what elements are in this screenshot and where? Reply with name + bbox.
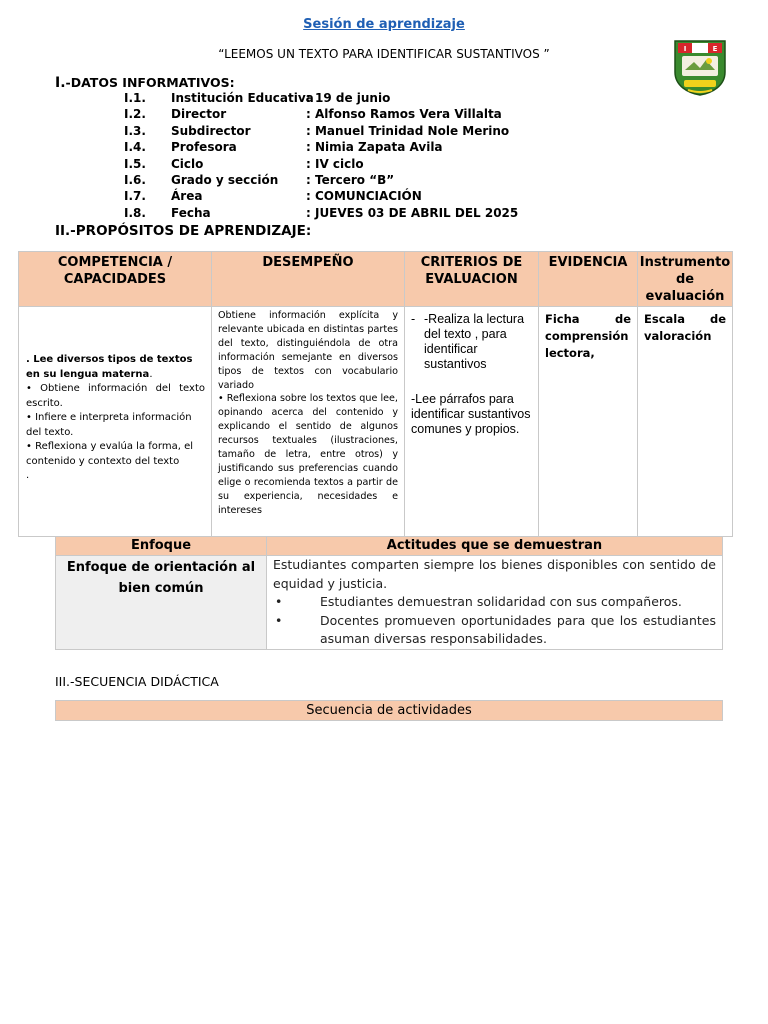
svg-text:I: I	[683, 45, 687, 53]
desempeno-cell	[212, 307, 405, 537]
purposes-body-row	[19, 307, 733, 537]
instrumento-cell	[638, 307, 733, 537]
info-value: : IV ciclo	[306, 156, 364, 171]
info-value: : Alfonso Ramos Vera Villalta	[306, 107, 502, 122]
competencia-title-end: .	[149, 368, 153, 380]
document-title[interactable]: Sesión de aprendizaje	[303, 17, 465, 32]
actitud-text: Estudiantes demuestran solidaridad con sus compañeros.	[320, 594, 682, 609]
info-label: Subdirector	[171, 123, 251, 138]
info-value: : JUEVES 03 DE ABRIL DEL 2025	[306, 205, 519, 220]
info-label: Institución Educativa	[171, 91, 314, 105]
bullet-mark: •	[275, 594, 283, 609]
section-propositos-heading: II.-PROPÓSITOS DE APRENDIZAJE:	[55, 223, 312, 239]
competencia-trailing: .	[26, 470, 30, 481]
section-secuencia-heading: III.-SECUENCIA DIDÁCTICA	[55, 674, 219, 689]
school-crest-logo	[672, 38, 728, 96]
actitudes-cell	[267, 556, 723, 650]
secuencia-actividades-bar: Secuencia de actividades	[55, 700, 723, 721]
competencia-title: . Lee diversos tipos de textos en su lengua materna	[26, 354, 193, 380]
header-evidencia: EVIDENCIA	[539, 252, 638, 307]
info-number: I.2.	[124, 107, 146, 122]
header-competencia: COMPETENCIA / CAPACIDADES	[19, 252, 212, 307]
svg-text:E: E	[712, 45, 718, 53]
capacidad-item: • Reflexiona y evalúa la forma, el contenido y contexto del texto	[26, 441, 193, 467]
enfoque-name: Enfoque de orientación al bien común	[56, 556, 267, 650]
instrumento-text: Escala de valoración	[644, 312, 726, 343]
header-enfoque: Enfoque	[56, 537, 267, 556]
info-number: I.6.	[124, 172, 146, 187]
info-number: I.8.	[124, 205, 146, 220]
section-label: -DATOS INFORMATIVOS:	[65, 75, 235, 90]
info-value: : COMUNCIACIÓN	[306, 189, 422, 204]
criterios-cell	[405, 307, 539, 537]
info-number: I.4.	[124, 140, 146, 155]
info-number: I.5.	[124, 156, 146, 171]
capacidad-item: • Obtiene información del texto escrito.	[26, 383, 205, 409]
header-instrumento: Instrumento de evaluación	[638, 252, 733, 307]
info-label: Área	[171, 189, 203, 204]
desempeno-paragraph: • Reflexiona sobre los textos que lee, opinando acerca del contenido y explicando el sentido de algunos recursos textuales (ilustraciones, tamaño de letra, entre otros) y justificando sus preferencias cuando elige o recomienda textos a partir de su experiencia, necesidades e intereses	[218, 393, 398, 516]
competencia-cell	[19, 307, 212, 537]
info-number: I.1.	[124, 91, 146, 105]
criterio-item: -Lee párrafos para identificar sustantivos comunes y propios.	[411, 392, 531, 436]
info-label: Director	[171, 107, 227, 122]
actitud-item	[273, 593, 716, 612]
capacidad-item: • Infiere e interpreta información del texto.	[26, 412, 192, 438]
criterio-item	[411, 312, 532, 372]
info-value: : Nimia Zapata Avila	[306, 140, 443, 155]
info-label: Profesora	[171, 140, 237, 155]
purposes-table	[18, 251, 733, 537]
header-actitudes: Actitudes que se demuestran	[267, 537, 723, 556]
enfoque-table	[55, 536, 723, 650]
info-number: I.3.	[124, 123, 146, 138]
evidencia-text: Ficha de comprensión lectora,	[545, 312, 631, 360]
section-datos-informativos-heading	[55, 75, 235, 91]
info-label: Ciclo	[171, 156, 204, 171]
info-label: Fecha	[171, 205, 211, 220]
enfoque-header-row	[56, 537, 723, 556]
info-value: : 19 de junio	[306, 91, 391, 105]
actitud-item	[273, 612, 716, 649]
info-number: I.7.	[124, 189, 146, 204]
actitud-text: Docentes promueven oportunidades para que los estudiantes asuman diversas responsabilidades.	[320, 612, 716, 646]
desempeno-paragraph: Obtiene información explícita y relevante ubicada en distintas partes del texto, distinguiéndola de otra información semejante en diversos tipos de textos con vocabulario variado	[218, 310, 398, 391]
bullet-mark: •	[275, 612, 283, 628]
document-subtitle: “LEEMOS UN TEXTO PARA IDENTIFICAR SUSTANTIVOS ”	[218, 47, 550, 61]
info-value: : Manuel Trinidad Nole Merino	[306, 123, 510, 138]
enfoque-body-row	[56, 556, 723, 650]
info-value: : Tercero “B”	[306, 172, 395, 187]
info-label: Grado y sección	[171, 172, 279, 187]
actitud-intro: Estudiantes comparten siempre los bienes disponibles con sentido de equidad y justicia.	[273, 557, 716, 591]
header-desempeno: DESEMPEÑO	[212, 252, 405, 307]
purposes-header-row	[19, 252, 733, 307]
criterio-text: -Realiza la lectura del texto , para identificar sustantivos	[424, 312, 525, 371]
criterio-dash: -	[411, 312, 416, 326]
section-roman: I.	[55, 75, 66, 91]
header-criterios: CRITERIOS DE EVALUACION	[405, 252, 539, 307]
evidencia-cell	[539, 307, 638, 537]
